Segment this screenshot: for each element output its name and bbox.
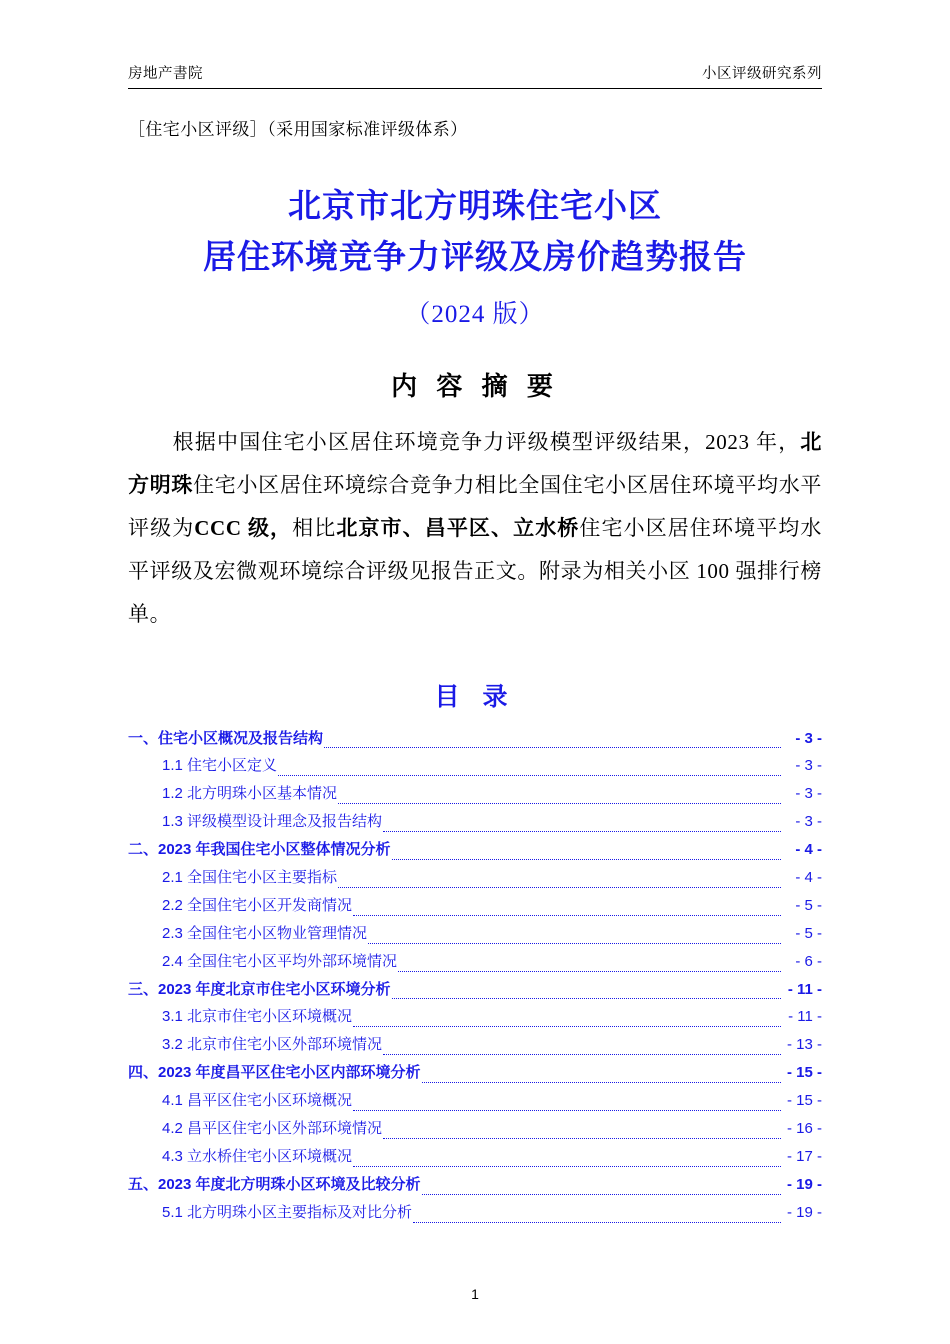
toc-item-label: 2.4 全国住宅小区平均外部环境情况 (162, 952, 398, 970)
report-title-line-1: 北京市北方明珠住宅小区 (288, 189, 662, 225)
toc-item-page: - 5 - (795, 924, 822, 942)
toc-item-label: 五、2023 年度北方明珠小区环境及比较分析 (128, 1175, 421, 1193)
page-footer (0, 1286, 950, 1302)
summary-text-part-5: 住宅小区居住环境平均水平评级及宏微观环境综合评级见报告正文。附录为相关小区 100 强排行榜单。 (128, 516, 822, 627)
toc-leader-dots (353, 914, 781, 916)
report-version: （2024 版） (405, 301, 545, 329)
toc-item[interactable] (128, 864, 822, 892)
toc-item-label: 一、住宅小区概况及报告结构 (128, 729, 324, 747)
toc-item-page: - 15 - (786, 1092, 822, 1110)
report-title-line-2: 居住环境竞争力评级及房价趋势报告 (203, 240, 747, 277)
toc-leader-dots (383, 1053, 781, 1055)
toc-item[interactable] (128, 1003, 822, 1031)
toc-item[interactable] (128, 725, 822, 753)
toc-item-label: 4.3 立水桥住宅小区环境概况 (162, 1147, 353, 1165)
toc-item-page: - 5 - (795, 896, 822, 914)
toc-leader-dots (422, 1081, 781, 1083)
table-of-contents (128, 725, 822, 1227)
toc-leader-dots (338, 886, 781, 888)
toc-item-page: - 13 - (786, 1036, 822, 1054)
toc-leader-dots (398, 970, 781, 972)
page-header (128, 0, 822, 83)
summary-text-part-1: 根据中国住宅小区居住环境竞争力评级模型评级结果， (172, 430, 706, 455)
toc-item[interactable] (128, 976, 822, 1004)
toc-heading: 目 录 (434, 682, 516, 711)
header-right-text: 小区评级研究系列 (702, 66, 822, 82)
toc-item-label: 4.2 昌平区住宅小区外部环境情况 (162, 1119, 383, 1137)
toc-item-page: - 6 - (795, 952, 822, 970)
toc-item-label: 三、2023 年度北京市住宅小区环境分析 (128, 980, 391, 998)
toc-item-label: 1.1 住宅小区定义 (162, 757, 278, 775)
toc-item[interactable] (128, 920, 822, 948)
toc-item-label: 二、2023 年我国住宅小区整体情况分析 (128, 841, 391, 859)
toc-leader-dots (392, 858, 781, 860)
toc-item-page: - 16 - (786, 1119, 822, 1137)
summary-bold-community: 北方明珠 (128, 430, 822, 498)
toc-item[interactable] (128, 1059, 822, 1087)
toc-leader-dots (353, 1165, 781, 1167)
toc-leader-dots (324, 746, 781, 748)
toc-item[interactable] (128, 752, 822, 780)
toc-item-label: 1.3 评级模型设计理念及报告结构 (162, 813, 383, 831)
toc-item-page: - 11 - (787, 980, 822, 998)
summary-bold-regions: 北京市、昌平区、立水桥 (336, 516, 580, 541)
toc-leader-dots (383, 1137, 781, 1139)
summary-bold-rating: CCC 级， (194, 516, 293, 541)
toc-leader-dots (353, 1109, 781, 1111)
page-number: 1 (471, 1286, 479, 1302)
toc-item-page: - 3 - (795, 813, 822, 831)
toc-item-page: - 3 - (795, 757, 822, 775)
toc-item-page: - 19 - (786, 1175, 822, 1193)
toc-item-page: - 4 - (795, 868, 822, 886)
summary-heading: 内 容 摘 要 (391, 371, 559, 402)
toc-leader-dots (392, 997, 781, 999)
toc-item-label: 2.2 全国住宅小区开发商情况 (162, 896, 353, 914)
toc-item-label: 4.1 昌平区住宅小区环境概况 (162, 1092, 353, 1110)
toc-leader-dots (353, 1025, 781, 1027)
toc-item[interactable] (128, 780, 822, 808)
toc-item-label: 5.1 北方明珠小区主要指标及对比分析 (162, 1203, 413, 1221)
document-category-label: ［住宅小区评级］（采用国家标准评级体系） (128, 120, 468, 139)
toc-item-page: - 4 - (795, 841, 822, 859)
toc-item-label: 1.2 北方明珠小区基本情况 (162, 785, 338, 803)
toc-item[interactable] (128, 836, 822, 864)
toc-leader-dots (422, 1193, 781, 1195)
toc-leader-dots (368, 942, 781, 944)
toc-item[interactable] (128, 892, 822, 920)
summary-paragraph (128, 421, 822, 636)
toc-item-label: 3.2 北京市住宅小区外部环境情况 (162, 1036, 383, 1054)
summary-text-part-2: 2023 年， (705, 430, 801, 455)
toc-item[interactable] (128, 1171, 822, 1199)
title-block (128, 182, 822, 330)
toc-item-label: 四、2023 年度昌平区住宅小区内部环境分析 (128, 1064, 421, 1082)
toc-item[interactable] (128, 1087, 822, 1115)
toc-item[interactable] (128, 1115, 822, 1143)
summary-text-part-4: 相比 (292, 516, 337, 541)
toc-item[interactable] (128, 1143, 822, 1171)
toc-item-page: - 17 - (786, 1147, 822, 1165)
toc-leader-dots (338, 802, 781, 804)
header-left-text: 房地产書院 (128, 66, 203, 82)
toc-leader-dots (278, 774, 781, 776)
toc-item-label: 3.1 北京市住宅小区环境概况 (162, 1008, 353, 1026)
toc-leader-dots (383, 830, 781, 832)
toc-leader-dots (413, 1221, 781, 1223)
toc-item-label: 2.3 全国住宅小区物业管理情况 (162, 924, 368, 942)
toc-item[interactable] (128, 1031, 822, 1059)
summary-text-part-3: 住宅小区居住环境综合竞争力相比全国住宅小区居住环境平均水平评级为 (128, 473, 822, 541)
toc-item[interactable] (128, 948, 822, 976)
toc-item-page: - 15 - (786, 1064, 822, 1082)
header-divider (128, 88, 822, 89)
toc-item-page: - 11 - (788, 1008, 822, 1026)
toc-item-page: - 3 - (795, 729, 822, 747)
toc-item[interactable] (128, 1199, 822, 1227)
toc-item-page: - 19 - (786, 1203, 822, 1221)
toc-item-label: 2.1 全国住宅小区主要指标 (162, 868, 338, 886)
toc-item-page: - 3 - (795, 785, 822, 803)
toc-item[interactable] (128, 808, 822, 836)
